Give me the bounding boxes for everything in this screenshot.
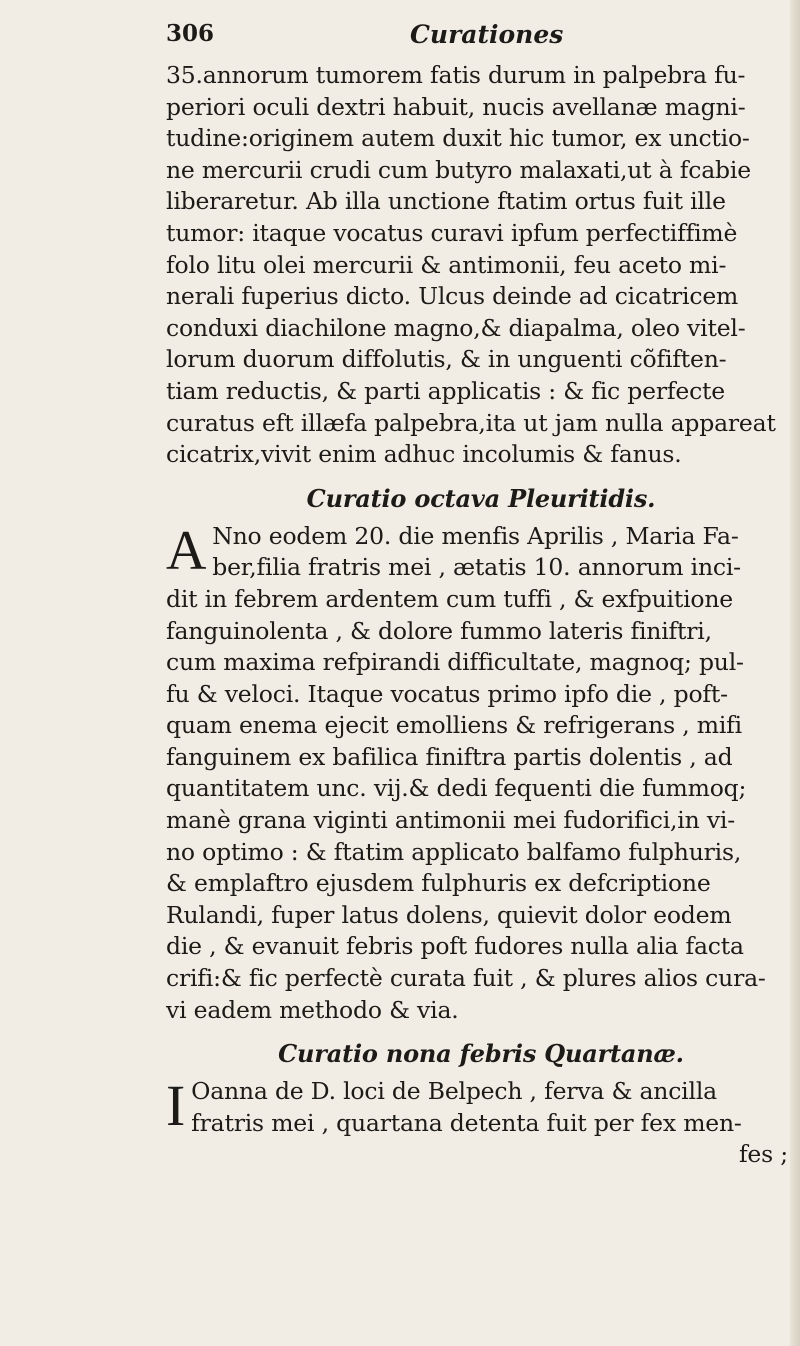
text-line: manè grana viginti antimonii mei fudorifici,in vi- [166,806,735,835]
text-line: tiam reductis, & parti applicatis : & fic perfecte [166,376,725,405]
section-heading-pleuritis: Curatio octava Pleuritidis. [306,483,656,513]
text-line: folo litu olei mercurii & antimonii, feu aceto mi- [166,250,727,279]
text-line: nerali fuperius dicto. Ulcus deinde ad cicatricem [166,282,739,311]
text-line: conduxi diachilone magno,& diapalma, oleo vitel- [166,313,746,342]
section-heading-quartan-fever: Curatio nona febris Quartanæ. [278,1039,684,1069]
text-line: quantitatem unc. vij.& dedi fequenti die fummoq; [166,774,747,803]
text-line: cum maxima refpirandi difficultate, magnoq; pul- [166,648,744,677]
text-line: Rulandi, fuper latus dolens, quievit dolor eodem [166,900,732,929]
page-body [166,60,796,1171]
text-line: 35.annorum tumorem fatis durum in palpebra fu- [166,61,746,89]
text-line: ne mercurii crudi cum butyro malaxati,ut à fcabie [166,155,751,184]
text-line: crifi:& fic perfectè curata fuit , & plures alios cura- [166,964,766,993]
text-line: curatus eft illæfa palpebra,ita ut jam nulla appareat [166,408,776,437]
text-line: no optimo : & ftatim applicato balfamo fulphuris, [166,837,742,866]
text-line: Nno eodem 20. die menfis Aprilis , Maria Fa- [212,521,739,550]
page-header [166,14,796,58]
text-line: lorum duorum diffolutis, & in unguenti cõfiften- [166,345,727,374]
text-line: quam enema ejecit emolliens & refrigerans , mifi [166,711,742,740]
paragraph-pleuritis [166,521,796,1027]
drop-cap: A [166,519,207,582]
drop-cap: I [166,1073,186,1139]
text-line: die , & evanuit febris poft fudores nulla alia facta [166,932,744,961]
running-title: Curationes [410,20,564,49]
text-line: tudine:originem autem duxit hic tumor, ex unctio- [166,124,750,153]
paragraph-case-35 [166,60,796,471]
text-line: ber,filia fratris mei , ætatis 10. annorum inci- [212,553,741,582]
text-line: fratris mei , quartana detenta fuit per fex men- [191,1108,742,1137]
text-line: fu & veloci. Itaque vocatus primo ipfo die , poft- [166,679,728,708]
text-line: cicatrix,vivit enim adhuc incolumis & fanus. [166,440,682,469]
text-line: fanguinem ex bafilica finiftra partis dolentis , ad [166,742,733,771]
page-number: 306 [166,20,215,47]
text-line: fanguinolenta , & dolore fummo lateris finiftri, [166,616,712,645]
text-line: dit in febrem ardentem cum tuffi , & exfpuitione [166,584,734,613]
text-line: vi eadem methodo & via. [166,995,459,1024]
text-line: & emplaftro ejusdem fulphuris ex defcriptione [166,869,711,898]
text-line: tumor: itaque vocatus curavi ipfum perfectiffimè [166,218,738,247]
text-line: Oanna de D. loci de Belpech , ferva & ancilla [191,1077,717,1106]
text-line: liberaretur. Ab illa unctione ftatim ortus fuit ille [166,187,726,216]
catchword: fes ; [738,1140,788,1169]
text-line: periori oculi dextri habuit, nucis avellanæ magni- [166,92,746,121]
paragraph-quartan-fever [166,1073,796,1139]
